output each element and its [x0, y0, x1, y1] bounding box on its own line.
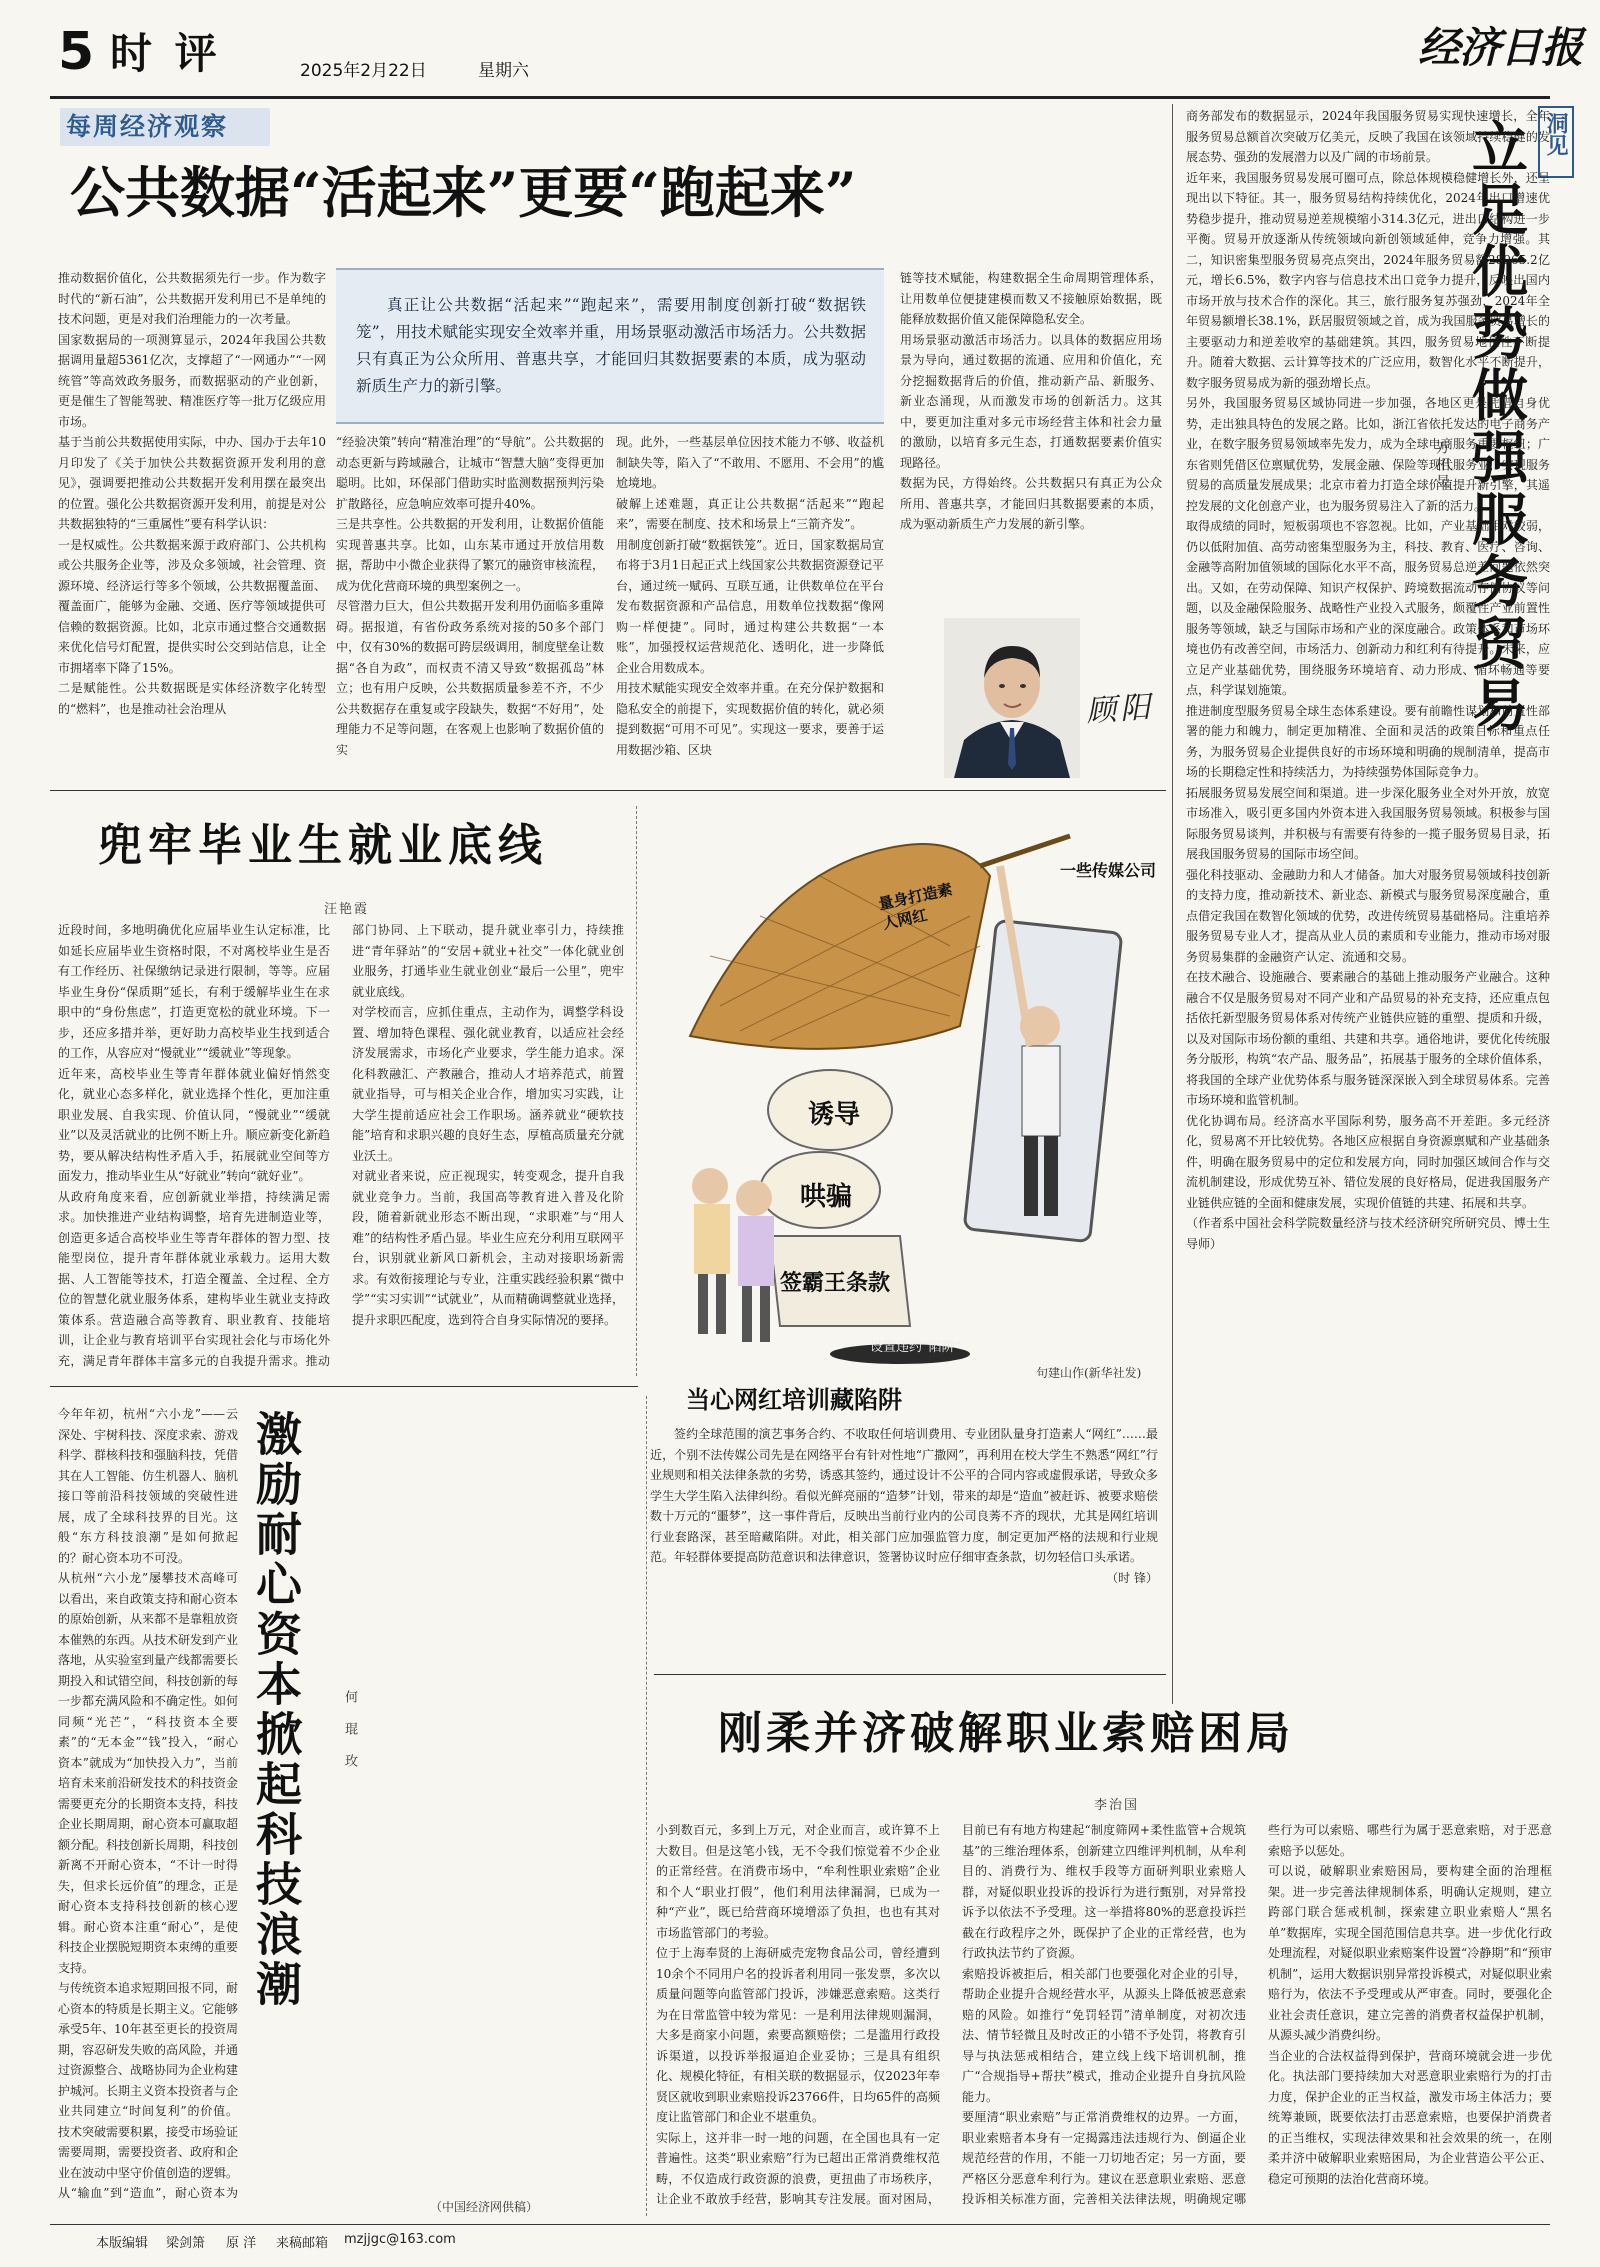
cartoon-signature: （时 锋） — [1106, 1570, 1158, 1585]
employment-author: 汪艳霞 — [324, 902, 370, 917]
capital-claims-divider — [646, 1396, 647, 2216]
footer-editor: 梁剑箫 — [166, 2236, 206, 2251]
footer-editor-2: 原 洋 — [226, 2236, 257, 2251]
employment-cartoon-divider — [636, 806, 637, 1376]
lead-column-2: “经验决策”转向“精准治理”的“导航”。公共数据的动态更新与跨域融合，让城市“智慧大脑”变得更加聪明。比如，环保部门借助实时监测数据预判污染扩散路径，应急响应效率可提升40%。 三是共享性。公共数据的开发利用，让数据价值能实现普惠共享。比如，山东某市通过开放信用数据，帮助中小微企业获得了繁冗的融资审核流程，成为优化营商环境的典型案例之一。 尽管潜力巨大，但公共数据开发利用仍面临多重障碍。据报道，有省份政务系统对接的50多个部门中，仅有30%的数据可跨层级调用，制度壁垒让数据“各自为政”，而权责不清又导致“数据孤岛”林立；也有用户反映，公共数据质量参差不齐，不少公共数据存在重复或字段缺失，数据“不好用”，处理能力不足等问题，在客观上也影响了数据价值的实 — [336, 435, 604, 757]
employment-title: 兜牢毕业生就业底线 — [98, 820, 548, 871]
cartoon-label-lure: 诱导 — [808, 1100, 861, 1130]
cartoon-body: 签约全球范围的演艺事务合约、不收取任何培训费用、专业团队量身打造素人“网红”……最近，个别不法传媒公司先是在网络平台有针对性地“广撒网”，再利用在校大学生不熟悉“网红”行业规则和相关法律条款的劣势，诱惑其签约，通过设计不公平的合同内容或虚假承诺，导致众多学生大学生陷入法律纠纷。看似光鲜亮丽的“造梦”计划，带来的却是“造血”被赶诉、被要求赔偿数十万元的“噩梦”，这一事件背后，反映出当前行业内的公司良莠不齐的现状，尤其是网红培训行业套路深，甚至暗藏陷阱。对此，相关部门应加强监管力度，制定更加严格的法规和行业规范。年轻群体要提高防范意识和法律意识，签署协议时应仔细审查条款，切勿轻信口头承诺。 （时 锋） — [650, 1424, 1158, 1658]
employment-body: 近段时间，多地明确优化应届毕业生认定标准，比如延长应届毕业生资格时限，不对离校毕业生是否有工作经历、社保缴纳记录进行限制，等等。应届毕业生身份“保质期”延长，有利于缓解毕业生在求职中的“身份焦虑”，打造更宽松的就业环境。下一步，还应多措并举，更好助力高校毕业生找到适合的工作，从容应对“慢就业”“缓就业”等现象。 近年来，高校毕业生等青年群体就业偏好悄然变化，就业心态多样化，就业选择个性化，更加注重职业发展、自我实现、价值认同，“慢就业”“缓就业”以及灵活就业的比例不断上升。顺应新变化新趋势，要从解决结构性矛盾入手，拓展就业空间等方面发力，推动毕业生从“好就业”转向“就好业”。 从政府角度来看，应创新就业举措，持续满足需求。加快推进产业结构调整，培育先进制造业等，创造更多适合高校毕业生等青年群体的智力型、技能型岗位，提升青年群体就业承载力。运用大数据、人工智能等技术，打造全覆盖、全过程、全方位的智慧化就业服务体系，建构毕业生就业支持政策体系。营造融合高等教育、职业教育、技能培训，让企业与教育培训平台实现社会化与市场化外充，满足青年群体丰富多元的自我提升需求。推动部门协同、上下联动，提升就业率引力，持续推进“青年驿站”的“安居+就业+社交”一体化就业创业服务，打通毕业生就业创业“最后一公里”，兜牢就业底线。 对学校而言，应抓住重点，主动作为，调整学科设置、增加特色课程、强化就业教育，以适应社会经济发展需求，市场化产业要求，学生能力追求。深化科教融汇、产教融合，推动人才培养范式，前置就业指导，可与相关企业合作，增加实习实践，让大学生提前适应社会工作职场。涵养就业“硬软技能”培育和求职兴趣的良好生态，厚植高质量充分就业沃土。 对就业者来说，应正视现实，转变观念，提升自我就业竞争力。当前，我国高等教育进入普及化阶段，随着新就业形态不断出现，“求职难”与“用人难”的结构性矛盾凸显。毕业生应充分利用互联网平台，识别就业新风口新机会，主动对接职场新需求。有效衔接理论与专业，注重实践经验积累“微中学”“实习实训”“试就业”，从而精确调整就业选择，提升求职匹配度，选到符合自身实际情况的要择。 — [58, 923, 624, 1368]
mid-rule — [50, 1386, 638, 1387]
header-rule — [50, 96, 1550, 99]
masthead-logo: 经济日报 — [1418, 23, 1583, 72]
lead-title: 公共数据“活起来”更要“跑起来” — [70, 160, 857, 225]
side-body: 商务部发布的数据显示，2024年我国服务贸易实现快速增长，全年服务贸易总额首次突破万亿美元，反映了我国在该领域持续稳健的发展态势、强劲的发展潜力以及广阔的市场前景。 近年来，我国服务贸易发展可圈可点，除总体规模稳健增长外，还呈现出以下特征。其一，服务贸易结构持续优化，2024年出口增速优势稳步提升，推动贸易逆差规模缩小314.3亿元，进出口结构进一步平衡。贸易开放逐渐从传统领域向新创领域延伸，竞争力增强。其二，知识密集型服务贸易亮点突出，2024年服务贸易额28965.2亿元，增长6.5%，数字内容与信息技术出口竞争力提升，反映出国内市场开放与技术合作的深化。其三，旅行服务复苏强劲，2024年全年贸易额增长38.1%，跃居服贸领域之首，成为我国服务贸易增长的主要驱动力和逆差收窄的基础建筑。其四，服务贸易地位性不断提升。随着大数据、云计算等技术的广泛应用，数智化水平不断提升，数字服务贸易成为新的强劲增长点。 另外，我国服务贸易区域协同进一步加强，各地区更是凭借自身优势，走出独具特色的发展之路。比如，浙江省依托发达的电子商务产业，在数字服务贸易领域率先发力，成为全球电商服务重要枢纽；广东省则凭借区位禀赋优势，发展金融、保险等现代服务业，实现服务贸易的高质量发展成果；北京市着力打造全球价值提升新引擎，其遥控发展的文化创意产业，也为服务贸易注入了新的活力。 取得成绩的同时，短板弱项也不容忽视。比如，产业基础相对较弱，仍以低附加值、高劳动密集型服务为主，科技、教育、医疗、咨询、金融等高附加值领域的国际化水平不高，服务贸易总逆差问题依然突出。又如，在劳动保障、知识产权保护、跨境数据流动存储协议等问题，以及金融保险服务、战略性产业投入式服务，颇覆性产业前置性服务等领域，缺乏与国际市场和产业的深度融合。政策体系和市场环境也仍有改善空间，市场活力、创新动力和红利有待提升。未来，应立足产业基础优势，围绕服务环境培育、动力形成、循环畅通等要点，科学谋划施策。 推进制度型服务贸易全球生态体系建设。要有前瞻性谋划和前置性部署的能力和魄力，制定更加精准、全面和灵活的政策目标和重点任务，为服务贸易企业提供良好的市场环境和明确的规制清单，提高市场的长期稳定性和持续活力，为持续强势体国际竞争力。 拓展服务贸易发展空间和渠道。进一步深化服务业全对外开放，放宽市场准入，吸引更多国内外资本进入我国服务贸易领域。积极参与国际服务贸易谈判，并积极与有需要有待参的一揽子服务贸易目录，拓展我国服务贸易的国际市场空间。 强化科技驱动、金融助力和人才储备。加大对服务贸易领域科技创新的支持力度，推动新技术、新业态、新模式与服务贸易深度融合，重点借定我国在数智化领域的优势，改进传统贸易基础格局。注重培养服务贸易专业人才，提高从业人员的素质和专业能力，推动市场对服务贸易集群的金融资产认定、流通和交易。 在技术融合、设施融合、要素融合的基础上推动服务产业融合。这种融合不仅是服务贸易对不同产业和产品贸易的补充支持，还应重点包括依托新型服务贸易体系对传统产业链供应链的重塑、提质和升级，以及对国际市场份额的重组、共建和共享。通俗地讲，要优化传统服务分版形，构筑“农产品、服务品”，拓展基于服务的全球价值体系，将我国的全球产业优势体系与服务链深深嵌入到全球贸易体系。完善市场环境和监管机制。 优化协调布局。经济高水平国际利势，服务高不开差距。多元经济化，贸易离不开比较优势。各地区应根据自身资源禀赋和产业基础条件，明确在服务贸易中的定位和发展方向，同时加强区域间合作与交流机制建设，形成优势互补、错位发展的良好格局，促进我国服务产业链供应链的全面和健康发展，实现价值链的共建、拓展和共享。 （作者系中国社会科学院数量经济与技术经济研究所研究员、博士生导师） — [1186, 106, 1550, 1694]
capital-author: 何 琨 玫 — [342, 1690, 357, 1769]
side-author-note: （作者系中国社会科学院数量经济与技术经济研究所研究员、博士生导师） — [1186, 1216, 1550, 1251]
cartoon-label-company: 一些传媒公司 — [1060, 861, 1157, 880]
footer-rule — [50, 2224, 1550, 2225]
claims-body: 小到数百元，多到上万元，对企业而言，或许算不上大数目。但是这笔小钱，无不令我们惊觉着不少企业的正常经营。在消费市场中，“牟利性职业索赔”企业和个人“职业打假”，他们利用法律漏洞，已成为一种“产业”，既已给营商环境增添了负担，也也有其对市场监管部门的考验。 位于上海奉贤的上海研威壳宠物食品公司，曾经遭到10余个不同用户名的投诉者利用同一张发票，多次以质量问题等向监管部门投诉，涉嫌恶意索赔。这类行为在日常监管中较为常见：一是利用法律规则漏洞，大多是商家小问题，索要高额赔偿；二是滥用行政投诉渠道，以投诉举报逼迫企业妥协；三是具有组织化、规模化特征，有相关联的数据显示，仅2023年奉贤区就收到职业索赔投诉23766件，日均65件的高频度让监管部门和企业不堪重负。 实际上，这并非一时一地的问题，在全国也具有一定普遍性。这类“职业索赔”行为已超出正常消费维权范畴，不仅造成行政资源的浪费，更扭曲了市场秩序，让企业不敢放手经营，影响其专注发展。面对困局，目前已有有地方构建起“制度筛网+柔性监管+合规筑基”的三维治理体系，创新建立四维评判机制，从牟利目的、消费行为、维权手段等方面研判职业索赔人群，对疑似职业投诉的投诉行为进行甄别，对异常投诉予以依法不予受理。这一举措将80%的恶意投诉拦截在行政程序之外，既保护了企业的正常经营，也为行政执法节约了资源。 索赔投诉被拒后，相关部门也要强化对企业的引导，帮助企业提升合规经营水平，从源头上降低被恶意索赔的风险。如推行“免罚轻罚”清单制度，对初次违法、情节轻微且及时改正的小错不予处罚，将教育引导与执法惩戒相结合，建立线上线下培训机制，推广“合规指导+帮扶”模式，推动企业提升自身抗风险能力。 要厘清“职业索赔”与正常消费维权的边界。一方面，职业索赔者本身有一定揭露违法违规行为、倒逼企业规范经营的作用，不能一刀切地否定；另一方面，要严格区分恶意牟利行为。建议在恶意职业索赔、恶意投诉相关标准方面，完善相关法律法规，明确规定哪些行为可以索赔、哪些行为属于恶意索赔，对于恶意索赔予以惩处。 可以说，破解职业索赔困局，要构建全面的治理框架。进一步完善法律规制体系，明确认定规则，建立跨部门联合惩戒机制，探索建立职业索赔人“黑名单”数据库，实现全国范围信息共享。进一步优化行政处理流程，对疑似职业索赔案件设置“冷静期”和“预审机制”，运用大数据识别异常投诉模式，对疑似职业索赔行为，依法不予受理或从严审查。同时，要强化企业社会责任意识，建立完善的消费者权益保护机制，从源头减少消费纠纷。 当企业的合法权益得到保护，营商环境就会进一步优化。执法部门要持续加大对恶意职业索赔行为的打击力度，保护企业的正当权益，激发市场主体活力；要统筹兼顾，既要依法打击恶意索赔，也要保护消费者的正当维权，实现法律效果和社会效果的统一，在刚柔并济中破解职业索赔困局，为企业营造公平公正、稳定可预期的法治化营商环境。 — [656, 1823, 1552, 2206]
lead-column-1: 推动数据价值化，公共数据须先行一步。作为数字时代的“新石油”，公共数据开发利用已不是单纯的技术问题，更是对我们治理能力的一次考量。 国家数据局的一项测算显示，2024年我国公共数据调用量超5361亿次，支撑超了“一网通办”“一网统管”等高效政务服务，而数据驱动的产业创新，更是催生了智能驾驶、精准医疗等一批万亿级应用市场。 基于当前公共数据使用实际，中办、国办于去年10月印发了《关于加快公共数据资源开发利用的意见》，强调要把推动公共数据开发利用摆在最突出的位置。强化公共数据资源开发利用，前提是对公共数据独特的“三重属性”要有科学认识： 一是权威性。公共数据来源于政府部门、公共机构或公共服务企业等，涉及众多领域，社会管理、资源环境、经济运行等多个领域，公共数据覆盖面、覆盖面广，能够为金融、交通、医疗等领域提供可信赖的数据资源。比如，北京市通过整合交通数据来优化信号灯配置，提供实时公交到站信息，让全市拥堵率下降了15%。 二是赋能性。公共数据既是实体经济数字化转型的“燃料”，也是推动社会治理从 — [58, 271, 326, 716]
lead-column-3: 现。此外，一些基层单位因技术能力不够、收益机制缺失等，陷入了“不敢用、不愿用、不会用”的尴尬境地。 破解上述难题，真正让公共数据“活起来”“跑起来”，需要在制度、技术和场景上“三箭齐发”。 用制度创新打破“数据铁笼”。近日，国家数据局宣布将于3月1日起正式上线国家公共数据资源登记平台，通过统一赋码、互联互通，让供数单位在平台发布数据资源和产品信息，用数单位找数据“像网购一样便捷”。同时，通过构建公共数据“一本账”，加强授权运营规范化、透明化，进一步降低企业合用数成本。 用技术赋能实现安全效率并重。在充分保护数据和隐私安全的前提下，实现数据价值的转化，就必须提到数据“可用不可见”。实现这一要求，要善于运用数据沙箱、区块 — [616, 435, 884, 757]
side-title: 立足优势做强服务贸易 — [1463, 118, 1529, 738]
issue-date: 2025年2月22日 — [300, 61, 427, 81]
capital-source: （中国经济网供稿） — [430, 2200, 539, 2214]
capital-body-left: 今年年初，杭州“六小龙”——云深处、宇树科技、深度求索、游戏科学、群核科技和强脑科技，凭借其在人工智能、仿生机器人、脑机接口等前沿科技领域的突破性进展，成了全球科技界的目光。这般“东方科技浪潮”是如何掀起的？耐心资本功不可没。 从杭州“六小龙”屡攀技术高峰可以看出，来自政策支持和耐心资本的原始创新，从来都不是靠粗放资本催熟的东西。从技术研发到产业落地，从实验室到量产线都需要长期投入和试错空间，科技创新的每一步都充满风险和不确定性。如何同频“光芒”，“科技资本全要素”的“无本金”“钱”投入，“耐心资本”就成为“加快投入力”，当前培育未来前沿研发技术的科技资金需要更充分的长期资本支持，科技企业长期周期，耐心资本可赢取超额分配。科技创新长周期，科技创新离不开耐心资本，“不计一时得失，但求长远价值”的理念，正是耐心资本支持科技创新的核心逻辑。耐心资本注重“耐心”，是使科技企业摆脱短期资本束缚的重要支持。 与传统资本追求短期回报不同，耐心资本的特质是长期主义。它能够承受5年、10年甚至更长的投资周期，容忍研发失败的高风险，并通过资源整合、战略协同为企业构建护城河。长期主义资本投资者与企业共同建立“时间复利”的价值。技术突破需要积累，接受市场验证需要周期，需要投资者、政府和企业在波动中坚守价值创造的逻辑。从“输血”到“造血”，耐心资本为 — [58, 1407, 238, 2200]
footer-email: mzjjgc@163.com — [344, 2232, 456, 2247]
cartoon-title: 当心网红培训藏陷阱 — [686, 1385, 902, 1414]
capital-title: 激励耐心资本掀起科技浪潮 — [249, 1410, 303, 2010]
side-divider — [1172, 104, 1173, 1704]
author-portrait — [944, 618, 1080, 778]
column-tag-label: 每周经济观察 — [66, 112, 229, 141]
claims-author: 李治国 — [1094, 1798, 1140, 1813]
section-name: 时 评 — [110, 29, 221, 78]
cartoon-label-influencer: 量身打造素人网红 — [876, 880, 955, 933]
footer-editor-label: 本版编辑 — [96, 2236, 149, 2251]
claims-top-rule — [654, 1674, 1166, 1675]
cartoon-credit: 句建山作(新华社发) — [1036, 1366, 1142, 1380]
page-number: 5 — [58, 22, 95, 82]
side-tag-label: 洞见 — [1543, 112, 1569, 156]
cartoon-label-unfair-terms: 签霸王条款 — [780, 1270, 891, 1296]
author-signature: 顾阳 — [1085, 689, 1156, 730]
lead-bottom-rule — [50, 790, 1166, 791]
cartoon-label-deceive: 哄骗 — [800, 1182, 853, 1212]
side-author: 万相昱 — [1434, 440, 1450, 491]
issue-weekday: 星期六 — [478, 61, 529, 81]
claims-title: 刚柔并济破解职业索赔困局 — [718, 1708, 1294, 1759]
cartoon-label-trap: 设置违约“陷阱” — [870, 1340, 962, 1355]
footer-email-label: 来稿邮箱 — [276, 2236, 329, 2251]
lead-column-4: 链等技术赋能，构建数据全生命周期管理体系，让用数单位便捷建模而数又不接触原始数据，既能释放数据价值又能保障隐私安全。 用场景驱动激活市场活力。以具体的数据应用场景为导向，通过数据的流通、应用和价值化，充分挖掘数据背后的价值，推动新产品、新服务、新业态涌现，从而激发市场的创新活力。这其中，要更加注重对多元市场经营主体和社会力量的激励，以培育多元生态，打通数据要素价值实现路径。 数据为民，方得始终。公共数据只有真正为公众所用、普惠共享，才能回归其数据要素的本质，成为驱动新质生产力发展的新引擎。 — [900, 271, 1162, 531]
lead-summary: 真正让公共数据“活起来”“跑起来”，需要用制度创新打破“数据铁笼”，用技术赋能实现安全效率并重，用场景驱动激活市场活力。公共数据只有真正为公众所用、普惠共享，才能回归其数据要素的本质，成为驱动新质生产力的新引擎。 — [356, 296, 866, 395]
